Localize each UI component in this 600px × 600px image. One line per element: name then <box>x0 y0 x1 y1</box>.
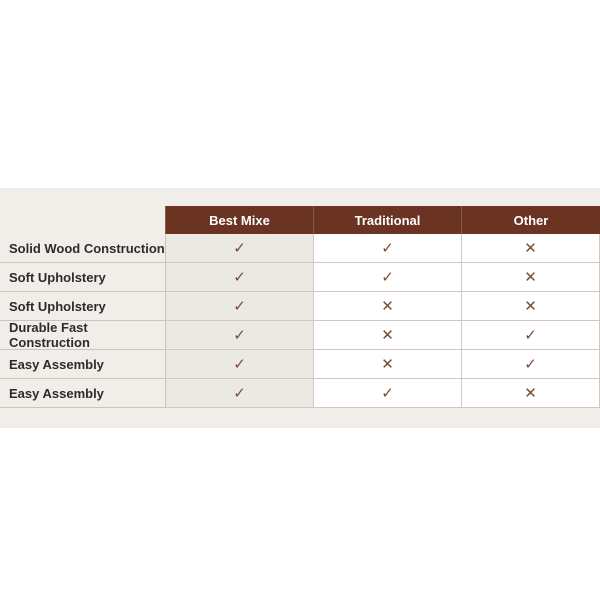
row-label: Easy Assembly <box>0 350 165 379</box>
check-icon: ✓ <box>461 350 600 379</box>
cross-icon: ✕ <box>313 292 461 321</box>
column-header-traditional: Traditional <box>313 206 461 234</box>
cross-icon: ✕ <box>461 263 600 292</box>
check-icon: ✓ <box>165 379 313 408</box>
table-row <box>0 263 600 292</box>
table-header-row <box>0 206 600 234</box>
check-icon: ✓ <box>313 379 461 408</box>
check-icon: ✓ <box>165 234 313 263</box>
check-icon: ✓ <box>461 321 600 350</box>
row-label: Durable Fast Construction <box>0 321 165 350</box>
table-row <box>0 292 600 321</box>
cross-icon: ✕ <box>313 321 461 350</box>
column-header-best-mixe: Best Mixe <box>165 206 313 234</box>
table-row <box>0 321 600 350</box>
check-icon: ✓ <box>165 350 313 379</box>
row-label: Easy Assembly <box>0 379 165 408</box>
check-icon: ✓ <box>165 321 313 350</box>
check-icon: ✓ <box>165 263 313 292</box>
cross-icon: ✕ <box>461 379 600 408</box>
check-icon: ✓ <box>313 234 461 263</box>
table-row <box>0 234 600 263</box>
table-row <box>0 379 600 408</box>
row-label: Solid Wood Construction <box>0 234 165 263</box>
cross-icon: ✕ <box>461 234 600 263</box>
cross-icon: ✕ <box>313 350 461 379</box>
cross-icon: ✕ <box>461 292 600 321</box>
comparison-table <box>0 206 600 408</box>
check-icon: ✓ <box>313 263 461 292</box>
row-label: Soft Upholstery <box>0 292 165 321</box>
table-row <box>0 350 600 379</box>
header-blank-cell <box>0 206 165 234</box>
check-icon: ✓ <box>165 292 313 321</box>
column-header-other: Other <box>461 206 600 234</box>
row-label: Soft Upholstery <box>0 263 165 292</box>
